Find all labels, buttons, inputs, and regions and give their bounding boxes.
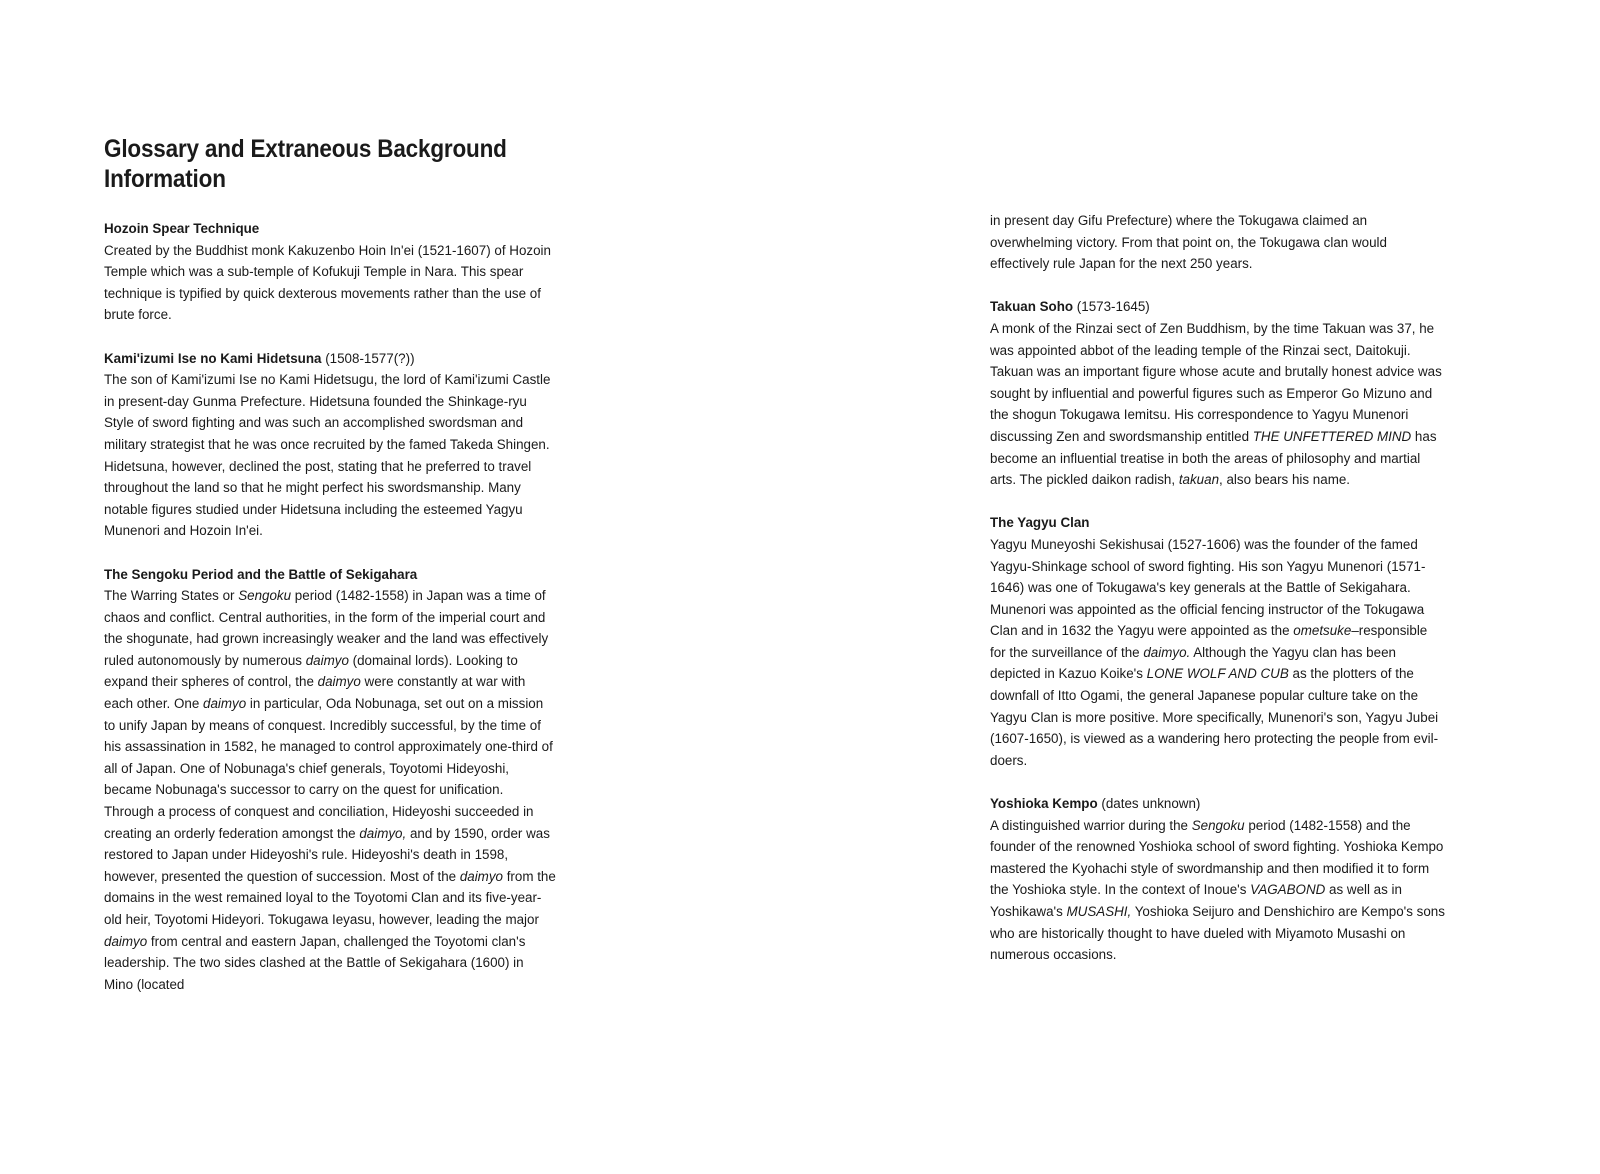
entry-sengoku-period: [104, 564, 556, 996]
body-italic: MUSASHI,: [1066, 904, 1132, 919]
body-italic: Sengoku: [1191, 817, 1245, 833]
body-text: as the plotters of the downfall of Itto Ogami, the general Japanese popular culture take on the Yagyu Clan is more positive. More specifically, Munenori's son, Yagyu Jubei (1607-1650), is viewed as a wandering hero protecting the people from evil-doers.: [990, 666, 1439, 768]
entry-body: in present day Gifu Prefecture) where the Tokugawa claimed an overwhelming victory. From that point on, the Tokugawa clan would effectively rule Japan for the next 250 years.: [990, 213, 1387, 272]
body-text: in particular, Oda Nobunaga, set out on a mission to unify Japan by means of conquest. Incredibly successful, by the time of his assassination in 1582, he managed to control approximately one-third of all of Japan. One of Nobunaga's chief generals, Toyotomi Hideyoshi, became Nobunaga's successor to carry on the quest for unification. Through a process of conquest and conciliation, Hideyoshi succeeded in creating an orderly federation amongst the: [104, 696, 553, 841]
entry-yoshioka-kempo: [990, 793, 1446, 966]
entry-name: Kami'izumi Ise no Kami Hidetsuna: [104, 350, 322, 366]
body-italic: THE UNFETTERED MIND: [1252, 428, 1412, 444]
entry-name: Hozoin Spear Technique: [104, 221, 260, 236]
body-text: from central and eastern Japan, challenged the Toyotomi clan's leadership. The two sides clashed at the Battle of Sekigahara (1600) in Mino (located: [104, 933, 526, 992]
entry-name: The Sengoku Period and the Battle of Sekigahara: [104, 566, 418, 582]
right-page: [800, 0, 1600, 1174]
body-italic: Sengoku: [238, 588, 292, 604]
body-text: A monk of the Rinzai sect of Zen Buddhism, by the time Takuan was 37, he was appointed abbot of the leading temple of the Rinzai sect, Daitokuji. Takuan was an important figure whose acute and brutally honest advice was sought by influential and powerful figures such as Emperor Go Mizuno and the shogun Tokugawa Iemitsu. His correspondence to Yagyu Munenori discussing Zen and swordsmanship entitled: [990, 320, 1442, 444]
entry-heading: [104, 564, 556, 586]
entry-name: The Yagyu Clan: [990, 515, 1090, 531]
body-italic: daimyo: [459, 868, 503, 884]
body-text: has become an influential treatise in both the areas of philosophy and martial arts. The pickled daikon radish,: [990, 428, 1437, 488]
entry-heading: [990, 296, 1446, 318]
body-text: from the domains in the west remained loyal to the Toyotomi Clan and its five-year-old heir, Toyotomi Hideyori. Tokugawa Ieyasu, however, leading the major: [104, 868, 556, 927]
body-text: as well as in Yoshikawa's: [990, 882, 1402, 919]
right-column: [990, 210, 1446, 987]
entry-heading: [104, 348, 556, 370]
entry-body: [990, 815, 1446, 966]
entry-body: [104, 585, 556, 995]
body-text: were constantly at war with each other. One: [104, 674, 526, 712]
body-text: Yagyu Muneyoshi Sekishusai (1527-1606) was the founder of the famed Yagyu-Shinkage school of sword fighting. His son Yagyu Munenori (1571-1646) was one of Tokugawa's key generals at the Battle of Sekigahara. Munenori was appointed as the official fencing instructor of the Tokugawa Clan and in 1632 the Yagyu were appointed as the: [990, 536, 1426, 639]
entry-hozoin-spear-technique: [104, 218, 556, 326]
body-italic: LONE WOLF AND CUB: [1146, 666, 1289, 682]
body-italic: daimyo: [317, 674, 361, 690]
entry-body: Created by the Buddhist monk Kakuzenbo Hoin In'ei (1521-1607) of Hozoin Temple which was a sub-temple of Kofukuji Temple in Nara. This spear technique is typified by quick dexterous movements rather than the use of brute force.: [104, 242, 551, 323]
body-italic: ometsuke: [1293, 623, 1352, 639]
body-italic: daimyo: [305, 652, 349, 668]
body-text: , also bears his name.: [1219, 472, 1351, 488]
body-text: Yoshioka Seijuro and Denshichiro are Kempo's sons who are historically thought to have dueled with Miyamoto Musashi on numerous occasions.: [990, 904, 1445, 963]
body-italic: takuan: [1178, 472, 1220, 488]
entry-dates: (1508-1577(?)): [321, 350, 415, 366]
entry-dates: (dates unknown): [1097, 796, 1201, 812]
body-italic: daimyo.: [1143, 644, 1191, 660]
entry-sengoku-continuation: [990, 210, 1446, 275]
entry-name: Takuan Soho: [990, 299, 1074, 315]
entry-body: [990, 534, 1446, 772]
body-text: The Warring States or: [104, 588, 239, 604]
entry-heading: [104, 218, 556, 240]
page-title: Glossary and Extraneous Background Information: [104, 135, 507, 193]
body-text: –responsible for the surveillance of the: [990, 623, 1428, 660]
entry-heading: [990, 512, 1446, 534]
left-column: [104, 218, 556, 1017]
body-italic: daimyo,: [359, 825, 407, 841]
body-text: period (1482-1558) in Japan was a time of chaos and conflict. Central authorities, in the form of the imperial court and the shogunate, had grown increasingly weaker and the land was effectively ruled autonomously by numerous: [104, 588, 549, 668]
entry-body: The son of Kami'izumi Ise no Kami Hidetsugu, the lord of Kami'izumi Castle in present-day Gunma Prefecture. Hidetsuna founded the Shinkage-ryu Style of sword fighting and was such an accomplished swordsman and military strategist that he was once recruited by the famed Takeda Shingen. Hidetsuna, however, declined the post, stating that he preferred to travel throughout the land so that he might perfect his swordsmanship. Many notable figures studied under Hidetsuna including the esteemed Yagyu Munenori and Hozoin In'ei.: [104, 372, 551, 539]
body-italic: daimyo: [104, 933, 148, 949]
entry-kamiizumi-hidetsuna: [104, 348, 556, 542]
entry-name: Yoshioka Kempo: [990, 796, 1098, 812]
body-italic: VAGABOND: [1250, 882, 1326, 898]
body-italic: daimyo: [203, 696, 247, 712]
body-text: A distinguished warrior during the: [990, 817, 1192, 833]
entry-dates: (1573-1645): [1073, 299, 1150, 315]
body-text: and by 1590, order was restored to Japan under Hideyoshi's rule. Hideyoshi's death in 1598, however, presented the question of succession. Most of the: [104, 825, 550, 884]
entry-body: [990, 318, 1446, 491]
body-text: Although the Yagyu clan has been depicted in Kazuo Koike's: [990, 644, 1396, 682]
entry-yagyu-clan: [990, 512, 1446, 771]
body-text: (domainal lords). Looking to expand their spheres of control, the: [104, 652, 518, 690]
entry-takuan-soho: [990, 296, 1446, 490]
entry-heading: [990, 793, 1446, 815]
body-text: period (1482-1558) and the founder of the renowned Yoshioka school of sword fighting. Yoshioka Kempo mastered the Kyohachi style of swordmanship and then modified it to form the Yoshioka style. In the context of Inoue's: [990, 817, 1444, 898]
